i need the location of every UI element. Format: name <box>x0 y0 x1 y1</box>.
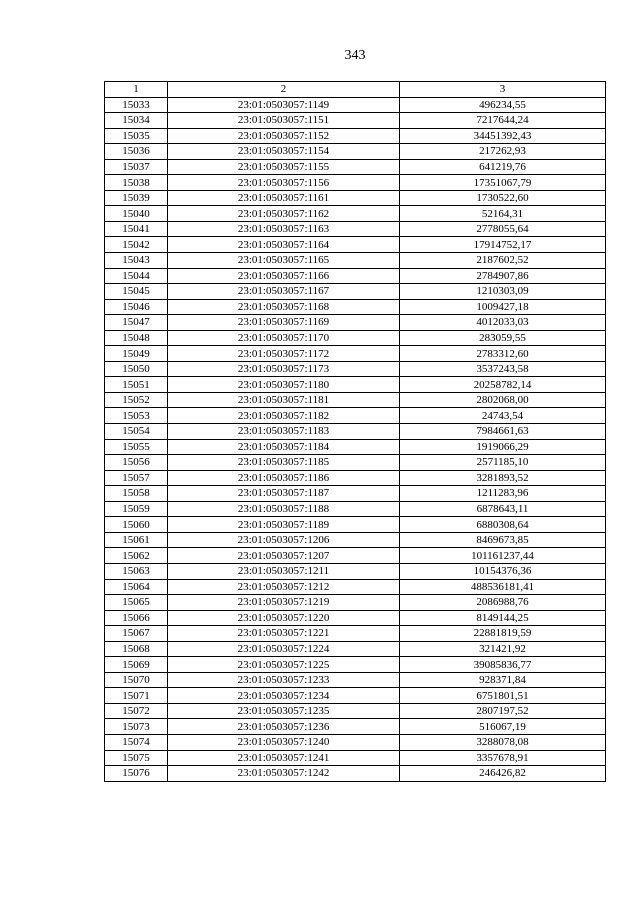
row-number-cell: 15048 <box>105 330 168 346</box>
value-cell: 321421,92 <box>400 641 606 657</box>
cadastral-number-cell: 23:01:0503057:1152 <box>168 128 400 144</box>
value-cell: 8149144,25 <box>400 610 606 626</box>
value-cell: 2807197,52 <box>400 703 606 719</box>
cadastral-number-cell: 23:01:0503057:1173 <box>168 361 400 377</box>
cadastral-number-cell: 23:01:0503057:1189 <box>168 517 400 533</box>
cadastral-number-cell: 23:01:0503057:1185 <box>168 455 400 471</box>
row-number-cell: 15066 <box>105 610 168 626</box>
cadastral-number-cell: 23:01:0503057:1162 <box>168 206 400 222</box>
row-number-cell: 15067 <box>105 626 168 642</box>
value-cell: 928371,84 <box>400 672 606 688</box>
table-row <box>105 501 606 517</box>
cadastral-number-cell: 23:01:0503057:1149 <box>168 97 400 113</box>
cadastral-number-cell: 23:01:0503057:1220 <box>168 610 400 626</box>
cadastral-number-cell: 23:01:0503057:1169 <box>168 315 400 331</box>
table-row <box>105 517 606 533</box>
row-number-cell: 15044 <box>105 268 168 284</box>
row-number-cell: 15041 <box>105 221 168 237</box>
cadastral-number-cell: 23:01:0503057:1181 <box>168 392 400 408</box>
cadastral-number-cell: 23:01:0503057:1165 <box>168 253 400 269</box>
header-cell-1: 1 <box>105 82 168 98</box>
table-row <box>105 175 606 191</box>
value-cell: 283059,55 <box>400 330 606 346</box>
table-body <box>105 97 606 781</box>
table-row <box>105 532 606 548</box>
value-cell: 3281893,52 <box>400 470 606 486</box>
value-cell: 6878643,11 <box>400 501 606 517</box>
table-row <box>105 361 606 377</box>
table-row <box>105 237 606 253</box>
row-number-cell: 15037 <box>105 159 168 175</box>
table-row <box>105 392 606 408</box>
row-number-cell: 15065 <box>105 595 168 611</box>
table-row <box>105 548 606 564</box>
value-cell: 17351067,79 <box>400 175 606 191</box>
row-number-cell: 15072 <box>105 703 168 719</box>
row-number-cell: 15061 <box>105 532 168 548</box>
cadastral-number-cell: 23:01:0503057:1235 <box>168 703 400 719</box>
table-row <box>105 595 606 611</box>
row-number-cell: 15059 <box>105 501 168 517</box>
table-row <box>105 626 606 642</box>
header-cell-3: 3 <box>400 82 606 98</box>
table-row <box>105 688 606 704</box>
table-row <box>105 439 606 455</box>
value-cell: 3357678,91 <box>400 750 606 766</box>
cadastral-number-cell: 23:01:0503057:1233 <box>168 672 400 688</box>
cadastral-number-cell: 23:01:0503057:1184 <box>168 439 400 455</box>
value-cell: 2802068,00 <box>400 392 606 408</box>
table-row <box>105 253 606 269</box>
row-number-cell: 15071 <box>105 688 168 704</box>
cadastral-number-cell: 23:01:0503057:1170 <box>168 330 400 346</box>
value-cell: 20258782,14 <box>400 377 606 393</box>
table-row <box>105 657 606 673</box>
value-cell: 2783312,60 <box>400 346 606 362</box>
value-cell: 52164,31 <box>400 206 606 222</box>
row-number-cell: 15068 <box>105 641 168 657</box>
table-row <box>105 206 606 222</box>
cadastral-value-table <box>104 81 606 782</box>
value-cell: 6880308,64 <box>400 517 606 533</box>
cadastral-number-cell: 23:01:0503057:1241 <box>168 750 400 766</box>
table-row <box>105 734 606 750</box>
row-number-cell: 15039 <box>105 190 168 206</box>
value-cell: 34451392,43 <box>400 128 606 144</box>
page-number: 343 <box>344 48 366 63</box>
table-row <box>105 268 606 284</box>
table-row <box>105 299 606 315</box>
row-number-cell: 15049 <box>105 346 168 362</box>
value-cell: 7217644,24 <box>400 113 606 129</box>
row-number-cell: 15034 <box>105 113 168 129</box>
table-row <box>105 719 606 735</box>
cadastral-number-cell: 23:01:0503057:1240 <box>168 734 400 750</box>
row-number-cell: 15076 <box>105 766 168 782</box>
row-number-cell: 15036 <box>105 144 168 160</box>
table-row <box>105 315 606 331</box>
row-number-cell: 15073 <box>105 719 168 735</box>
row-number-cell: 15035 <box>105 128 168 144</box>
cadastral-number-cell: 23:01:0503057:1224 <box>168 641 400 657</box>
value-cell: 4012033,03 <box>400 315 606 331</box>
table-row <box>105 703 606 719</box>
value-cell: 2187602,52 <box>400 253 606 269</box>
cadastral-number-cell: 23:01:0503057:1211 <box>168 563 400 579</box>
value-cell: 22881819,59 <box>400 626 606 642</box>
value-cell: 488536181,41 <box>400 579 606 595</box>
cadastral-number-cell: 23:01:0503057:1219 <box>168 595 400 611</box>
cadastral-number-cell: 23:01:0503057:1236 <box>168 719 400 735</box>
row-number-cell: 15075 <box>105 750 168 766</box>
cadastral-number-cell: 23:01:0503057:1186 <box>168 470 400 486</box>
table-row <box>105 330 606 346</box>
table-row <box>105 113 606 129</box>
cadastral-number-cell: 23:01:0503057:1207 <box>168 548 400 564</box>
value-cell: 24743,54 <box>400 408 606 424</box>
cadastral-number-cell: 23:01:0503057:1180 <box>168 377 400 393</box>
table-row <box>105 221 606 237</box>
value-cell: 3537243,58 <box>400 361 606 377</box>
cadastral-number-cell: 23:01:0503057:1183 <box>168 424 400 440</box>
table-row <box>105 284 606 300</box>
cadastral-number-cell: 23:01:0503057:1151 <box>168 113 400 129</box>
table-row <box>105 563 606 579</box>
row-number-cell: 15057 <box>105 470 168 486</box>
value-cell: 17914752,17 <box>400 237 606 253</box>
value-cell: 1211283,96 <box>400 486 606 502</box>
value-cell: 10154376,36 <box>400 563 606 579</box>
cadastral-number-cell: 23:01:0503057:1163 <box>168 221 400 237</box>
value-cell: 7984661,63 <box>400 424 606 440</box>
table-row <box>105 190 606 206</box>
table-row <box>105 672 606 688</box>
value-cell: 8469673,85 <box>400 532 606 548</box>
row-number-cell: 15046 <box>105 299 168 315</box>
table-row <box>105 144 606 160</box>
row-number-cell: 15064 <box>105 579 168 595</box>
value-cell: 6751801,51 <box>400 688 606 704</box>
value-cell: 1919066,29 <box>400 439 606 455</box>
table-row <box>105 159 606 175</box>
value-cell: 2571185,10 <box>400 455 606 471</box>
cadastral-number-cell: 23:01:0503057:1155 <box>168 159 400 175</box>
cadastral-number-cell: 23:01:0503057:1167 <box>168 284 400 300</box>
cadastral-number-cell: 23:01:0503057:1182 <box>168 408 400 424</box>
cadastral-number-cell: 23:01:0503057:1168 <box>168 299 400 315</box>
row-number-cell: 15053 <box>105 408 168 424</box>
cadastral-number-cell: 23:01:0503057:1242 <box>168 766 400 782</box>
table-row <box>105 377 606 393</box>
table-row <box>105 610 606 626</box>
cadastral-number-cell: 23:01:0503057:1164 <box>168 237 400 253</box>
row-number-cell: 15038 <box>105 175 168 191</box>
value-cell: 217262,93 <box>400 144 606 160</box>
cadastral-number-cell: 23:01:0503057:1187 <box>168 486 400 502</box>
cadastral-number-cell: 23:01:0503057:1166 <box>168 268 400 284</box>
row-number-cell: 15040 <box>105 206 168 222</box>
table-row <box>105 766 606 782</box>
row-number-cell: 15062 <box>105 548 168 564</box>
table-header-row <box>105 82 606 98</box>
value-cell: 101161237,44 <box>400 548 606 564</box>
row-number-cell: 15056 <box>105 455 168 471</box>
table-row <box>105 641 606 657</box>
table-row <box>105 579 606 595</box>
value-cell: 496234,55 <box>400 97 606 113</box>
table-row <box>105 486 606 502</box>
row-number-cell: 15045 <box>105 284 168 300</box>
cadastral-number-cell: 23:01:0503057:1161 <box>168 190 400 206</box>
header-cell-2: 2 <box>168 82 400 98</box>
row-number-cell: 15054 <box>105 424 168 440</box>
row-number-cell: 15069 <box>105 657 168 673</box>
table-row <box>105 346 606 362</box>
cadastral-number-cell: 23:01:0503057:1234 <box>168 688 400 704</box>
row-number-cell: 15047 <box>105 315 168 331</box>
value-cell: 516067,19 <box>400 719 606 735</box>
row-number-cell: 15051 <box>105 377 168 393</box>
row-number-cell: 15052 <box>105 392 168 408</box>
value-cell: 2778055,64 <box>400 221 606 237</box>
row-number-cell: 15058 <box>105 486 168 502</box>
cadastral-number-cell: 23:01:0503057:1188 <box>168 501 400 517</box>
cadastral-number-cell: 23:01:0503057:1154 <box>168 144 400 160</box>
row-number-cell: 15074 <box>105 734 168 750</box>
table-row <box>105 408 606 424</box>
table-row <box>105 97 606 113</box>
table-row <box>105 750 606 766</box>
value-cell: 641219,76 <box>400 159 606 175</box>
value-cell: 2086988,76 <box>400 595 606 611</box>
table-row <box>105 470 606 486</box>
value-cell: 3288078,08 <box>400 734 606 750</box>
value-cell: 1210303,09 <box>400 284 606 300</box>
value-cell: 1009427,18 <box>400 299 606 315</box>
row-number-cell: 15033 <box>105 97 168 113</box>
table-row <box>105 424 606 440</box>
row-number-cell: 15043 <box>105 253 168 269</box>
row-number-cell: 15055 <box>105 439 168 455</box>
row-number-cell: 15070 <box>105 672 168 688</box>
table-row <box>105 455 606 471</box>
value-cell: 39085836,77 <box>400 657 606 673</box>
row-number-cell: 15063 <box>105 563 168 579</box>
cadastral-number-cell: 23:01:0503057:1221 <box>168 626 400 642</box>
row-number-cell: 15060 <box>105 517 168 533</box>
value-cell: 2784907,86 <box>400 268 606 284</box>
cadastral-number-cell: 23:01:0503057:1212 <box>168 579 400 595</box>
value-cell: 1730522,60 <box>400 190 606 206</box>
row-number-cell: 15042 <box>105 237 168 253</box>
value-cell: 246426,82 <box>400 766 606 782</box>
cadastral-number-cell: 23:01:0503057:1225 <box>168 657 400 673</box>
cadastral-number-cell: 23:01:0503057:1156 <box>168 175 400 191</box>
cadastral-number-cell: 23:01:0503057:1206 <box>168 532 400 548</box>
row-number-cell: 15050 <box>105 361 168 377</box>
cadastral-number-cell: 23:01:0503057:1172 <box>168 346 400 362</box>
table-row <box>105 128 606 144</box>
